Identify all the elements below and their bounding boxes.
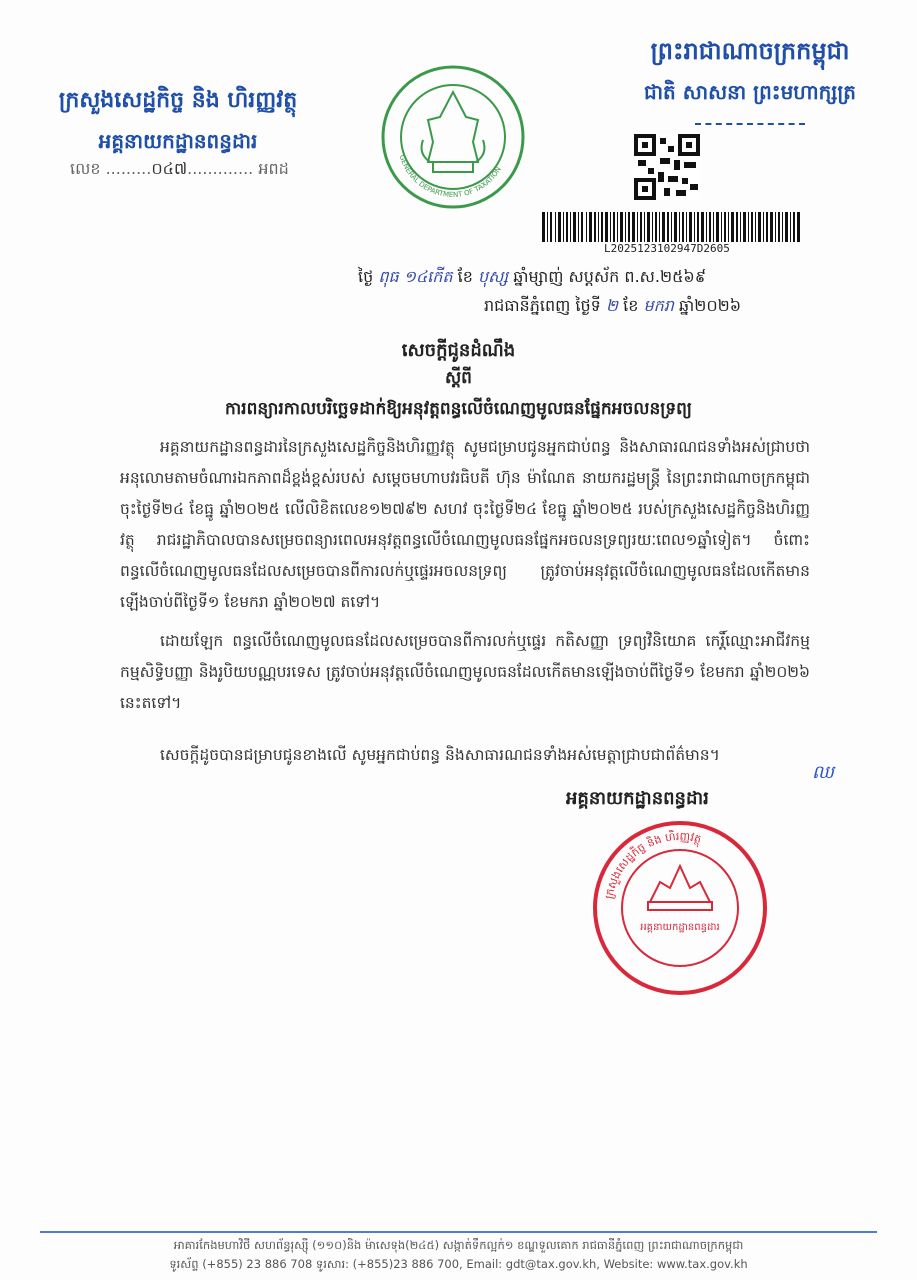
seal-text: GENERAL DEPARTMENT OF TAXATION bbox=[397, 153, 503, 200]
solar-date: រាជធានីភ្នំពេញ ថ្ងៃទី ២ ខែ មករា ឆ្នាំ២០២៦ bbox=[484, 296, 742, 315]
ref-suffix: អពដ bbox=[258, 159, 289, 178]
barcode-icon bbox=[542, 212, 800, 242]
signatory-title: អគ្គនាយកដ្ឋានពន្ធដារ bbox=[566, 788, 709, 809]
official-stamp bbox=[590, 818, 770, 998]
lunar-date: ថ្ងៃ ពុធ ១៤កើត ខែ បុស្ស ឆ្នាំម្សាញ់ សប្តស័ក ព.ស.២៥៦៩ bbox=[358, 267, 707, 286]
lunar-month: បុស្ស bbox=[477, 267, 509, 286]
department-name: អគ្គនាយកដ្ឋានពន្ធដារ bbox=[98, 129, 258, 153]
ref-prefix: លេខ bbox=[70, 159, 101, 178]
svg-text:ក្រសួងសេដ្ឋកិច្ច និង ហិរញ្ញវត្ bbox=[603, 829, 703, 900]
initial-signature: ឈ bbox=[812, 762, 834, 783]
stamp-ring-text: ក្រសួងសេដ្ឋកិច្ច និង ហិរញ្ញវត្ថុ bbox=[602, 829, 703, 901]
ministry-header bbox=[48, 86, 308, 158]
qr-code-icon bbox=[634, 134, 700, 200]
kingdom-name: ព្រះរាជាណាចក្រកម្ពុជា bbox=[650, 37, 850, 65]
motto-ornament bbox=[695, 115, 805, 125]
solar-day: ២ bbox=[605, 296, 619, 315]
stamp-center-text: អគ្គនាយកដ្ឋានពន្ធដារ bbox=[640, 922, 720, 933]
body-paragraph-3: សេចក្តីដូចបានជម្រាបជូនខាងលើ សូមអ្នកជាប់ពន្ធ និងសាធារណជនទាំងអស់មេត្តាជ្រាបជាព័ត៌មាន។ bbox=[160, 746, 720, 764]
body-paragraph-2: ដោយឡែក ពន្ធលើចំណេញមូលធនដែលសម្រេចបានពីការលក់ឬផ្ទេរ កតិសញ្ញា ទ្រព្យវិនិយោគ កេរ្តិ៍ឈ្មោះអាជីវកម្ម កម្មសិទ្ធិបញ្ញា និងរូបិយបណ្ណបរទេស ត្រូវចាប់អនុវត្តលើចំណេញមូលធនដែលកើតមានឡើងចាប់ពីថ្ងៃទី១ ខែមករា ឆ្នាំ២០២៦ នេះតទៅ។ bbox=[120, 632, 810, 712]
footer-address: អាគារកែងមហាវិថី សហព័ន្ធរុស្ស៊ី (១១០)និង ម៉ាសេទុង(២៤៥) សង្កាត់ទឹកល្អក់១ ខណ្ឌទួលគោក រាជធានីភ្នំពេញ ព្រះរាជាណាចក្រកម្ពុជា bbox=[173, 1238, 744, 1252]
solar-month: មករា bbox=[643, 296, 674, 315]
national-motto: ជាតិ សាសនា ព្រះមហាក្សត្រ bbox=[644, 80, 856, 104]
kingdom-header bbox=[620, 36, 880, 125]
footer-contact: ទូរស័ព្ទ (+855) 23 886 708 ទូរសារ: (+855)23 886 700, Email: gdt@tax.gov.kh, Website: www.tax.gov.kh bbox=[169, 1257, 748, 1271]
lunar-year: ឆ្នាំម្សាញ់ សប្តស័ក ព.ស.២៥៦៩ bbox=[513, 267, 707, 286]
lunar-weekday: ពុធ bbox=[378, 267, 399, 286]
lunar-day: ១៤កើត bbox=[403, 267, 453, 286]
notice-subject: ការពន្យារកាលបរិច្ឆេទដាក់ឱ្យអនុវត្តពន្ធលើចំណេញមូលធនផ្នែកអចលនទ្រព្យ bbox=[224, 399, 692, 419]
ministry-name: ក្រសួងសេដ្ឋកិច្ច និង ហិរញ្ញវត្ថុ bbox=[58, 88, 298, 113]
notice-subject-label: ស្តីពី bbox=[445, 368, 472, 388]
gdt-seal-logo bbox=[378, 62, 528, 212]
footer-divider bbox=[40, 1231, 877, 1233]
body-paragraph-1: អគ្គនាយកដ្ឋានពន្ធដារនៃក្រសួងសេដ្ឋកិច្ចនិងហិរញ្ញវត្ថុ សូមជម្រាបជូនអ្នកជាប់ពន្ធ និងសាធារណជនទាំងអស់ជ្រាបថា អនុលោមតាមចំណារឯកភាពដ៏ខ្ពង់ខ្ពស់របស់ សម្តេចមហាបវរធិបតី ហ៊ុន ម៉ាណែត នាយករដ្ឋមន្ត្រី នៃព្រះរាជាណាចក្រកម្ពុជា ចុះថ្ងៃទី២៤ ខែធ្នូ ឆ្នាំ២០២៥ លើលិខិតលេខ១២៧៩២ សហវ ចុះថ្ងៃទី២៤ ខែធ្នូ ឆ្នាំ២០២៥ របស់ក្រសួងសេដ្ឋកិច្ចនិងហិរញ្ញវត្ថុ រាជរដ្ឋាភិបាលបានសម្រេចពន្យារពេលអនុវត្តពន្ធលើចំណេញមូលធនផ្នែកអចលនទ្រព្យរយៈពេល១ឆ្នាំទៀត។ ចំពោះពន្ធលើចំណេញមូលធនដែលសម្រេចបានពីការលក់ឬផ្ទេរអចលនទ្រព្យ ត្រូវចាប់អនុវត្តលើចំណេញមូលធនដែលកើតមានឡើងចាប់ពីថ្ងៃទី១ ខែមករា ឆ្នាំ២០២៧ តទៅ។ bbox=[120, 438, 810, 611]
barcode-number: L2025123102947D2605 bbox=[604, 242, 730, 255]
solar-year: ឆ្នាំ២០២៦ bbox=[679, 296, 742, 315]
reference-number: លេខ .........០៤៧............. អពដ bbox=[70, 159, 289, 178]
notice-title: សេចក្តីជូនដំណឹង bbox=[401, 340, 516, 361]
ref-number: ០៤៧ bbox=[151, 159, 188, 178]
